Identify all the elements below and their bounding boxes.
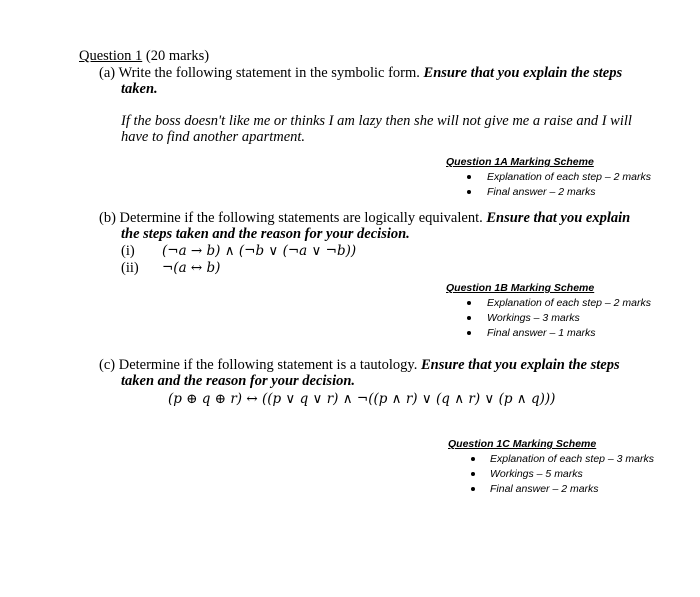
- part-b-emphasis-1: Ensure that you explain: [486, 210, 631, 226]
- part-b-item-expr: (¬a → b) ∧ (¬b ∨ (¬a ∨ ¬b)): [162, 243, 357, 259]
- bullet-icon: [467, 301, 471, 305]
- part-c-emphasis-2: taken and the reason for your decision.: [121, 373, 356, 389]
- part-b-scheme-item: Workings – 3 marks: [487, 312, 580, 324]
- part-b-emphasis-2: the steps taken and the reason for your decision.: [121, 226, 410, 242]
- bullet-icon: [471, 487, 475, 491]
- part-c-scheme-item: Final answer – 2 marks: [490, 483, 599, 495]
- part-c-line1: [99, 357, 620, 374]
- part-b-scheme-title: Question 1B Marking Scheme: [446, 282, 595, 294]
- part-a-statement-1: If the boss doesn't like me or thinks I am lazy then she will not give me a raise and I will: [121, 113, 632, 129]
- part-b-instruction: Determine if the following statements are logically equivalent.: [119, 210, 487, 226]
- part-c-expr: (p ⊕ q ⊕ r) ↔ ((p ∨ q ∨ r) ∧ ¬((p ∧ r) ∨ (q ∧ r) ∨ (p ∧ q))): [168, 391, 556, 407]
- part-b-scheme-item: Final answer – 1 marks: [487, 327, 596, 339]
- bullet-icon: [467, 175, 471, 179]
- part-c-emphasis-1: Ensure that you explain the steps: [421, 357, 620, 373]
- question-title: Question 1: [79, 48, 143, 64]
- part-c-scheme-title: Question 1C Marking Scheme: [448, 438, 597, 450]
- bullet-icon: [467, 316, 471, 320]
- part-a-scheme-item: Explanation of each step – 2 marks: [487, 171, 652, 183]
- part-a-line1: [99, 65, 622, 82]
- part-a-scheme-title: Question 1A Marking Scheme: [446, 156, 594, 168]
- bullet-icon: [467, 190, 471, 194]
- part-b-item-numeral: (i): [121, 243, 135, 259]
- part-b-label: (b): [99, 210, 116, 226]
- part-c-scheme-item: Workings – 5 marks: [490, 468, 583, 480]
- part-a-emphasis-2: taken.: [121, 81, 158, 97]
- part-b-scheme-item: Explanation of each step – 2 marks: [487, 297, 652, 309]
- question-marks: (20 marks): [142, 48, 210, 64]
- bullet-icon: [471, 472, 475, 476]
- part-c-scheme-item: Explanation of each step – 3 marks: [490, 453, 655, 465]
- part-a-instruction: Write the following statement in the symbolic form.: [118, 65, 424, 81]
- bullet-icon: [471, 457, 475, 461]
- part-b-item-expr: ¬(a ↔ b): [162, 260, 221, 276]
- part-c-instruction: Determine if the following statement is a tautology.: [118, 357, 421, 373]
- part-a-statement-2: have to find another apartment.: [121, 129, 306, 145]
- part-b-line1: [99, 210, 630, 227]
- part-a-emphasis-1: Ensure that you explain the steps: [423, 65, 623, 81]
- part-a-label: (a): [99, 65, 116, 81]
- part-a-scheme-item: Final answer – 2 marks: [487, 186, 596, 198]
- part-c-label: (c): [99, 357, 116, 373]
- part-b-item-numeral: (ii): [121, 260, 139, 276]
- bullet-icon: [467, 331, 471, 335]
- question-heading: [79, 48, 209, 65]
